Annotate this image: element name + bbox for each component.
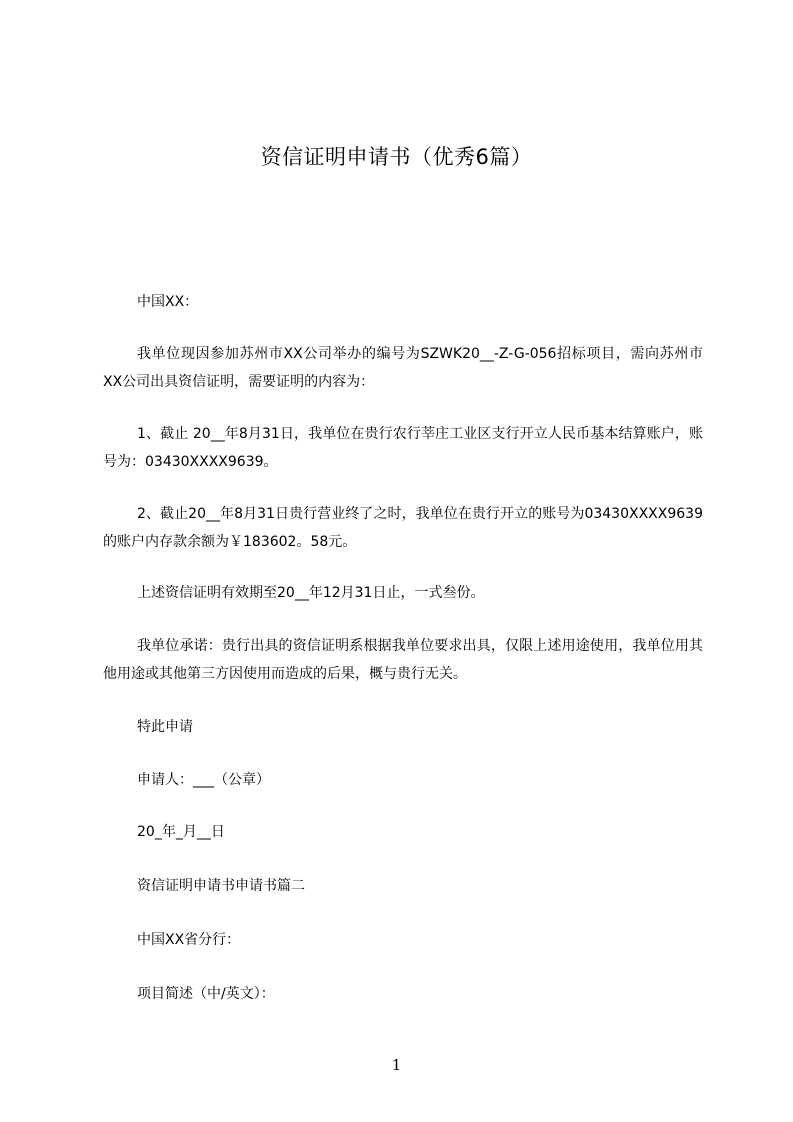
paragraph-item-2: 2、截止20__年8月31日贵行营业终了之时，我单位在贵行开立的账号为03430XXXX9639的账户内存款余额为￥183602。58元。 [103,506,703,550]
document-title: 资信证明申请书（优秀6篇） [260,145,533,169]
paragraph-project-intro: 我单位现因参加苏州市XX公司举办的编号为SZWK20__-Z-G-056招标项目，需向苏州市XX公司出具资信证明，需要证明的内容为： [103,346,703,390]
paragraph-validity: 上述资信证明有效期至20__年12月31日止，一式叁份。 [137,585,485,601]
project-summary-label: 项目简述（中/英文）： [137,986,275,1002]
page-number: 1 [391,1056,402,1074]
section-two-salutation: 中国XX省分行： [137,932,241,948]
closing-text: 特此申请 [137,719,193,735]
applicant-line: 申请人：___（公章） [137,772,270,788]
paragraph-item-1: 1、截止 20__年8月31日，我单位在贵行农行莘庄工业区支行开立人民币基本结算账户，账号为：03430XXXX9639。 [103,426,703,470]
section-two-title: 资信证明申请书申请书篇二 [137,878,305,894]
paragraph-commitment: 我单位承诺：贵行出具的资信证明系根据我单位要求出具，仅限上述用途使用，我单位用其他用途或其他第三方因使用而造成的后果，概与贵行无关。 [103,638,703,682]
salutation: 中国XX： [137,294,199,310]
date-line: 20_年_月__日 [137,824,225,840]
